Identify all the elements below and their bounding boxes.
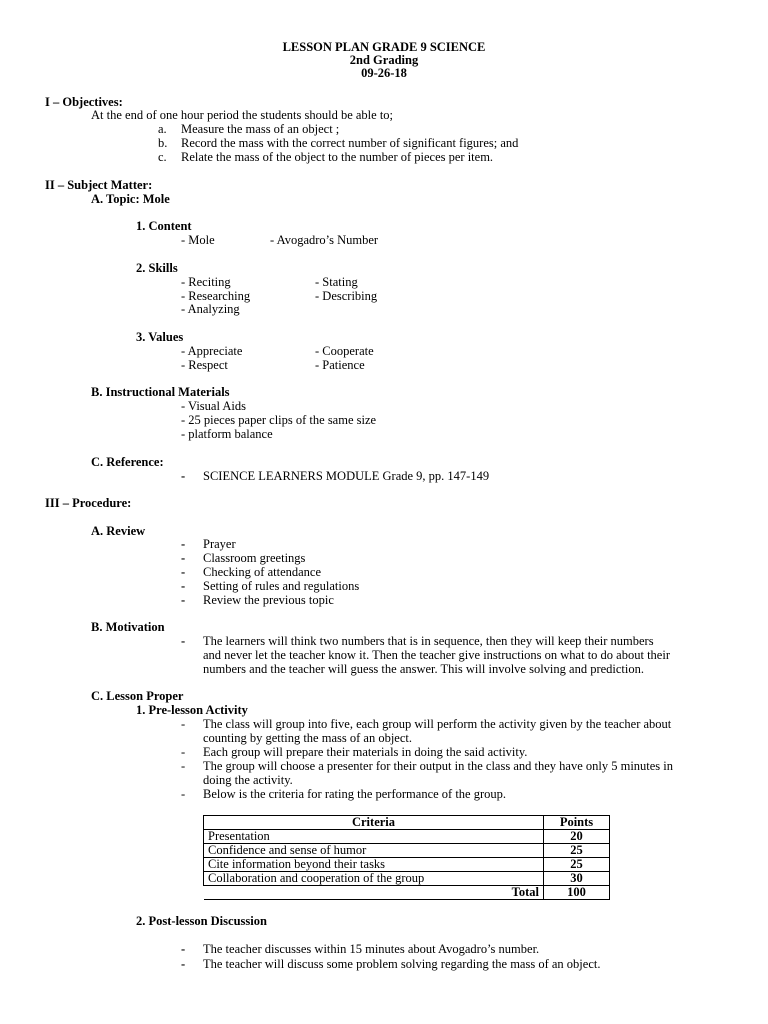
bullet-dash: -	[181, 787, 186, 801]
pre-lesson-item: counting by getting the mass of an object.	[203, 731, 412, 745]
content-item: - Mole	[181, 233, 215, 247]
review-item: Prayer	[203, 537, 236, 551]
objective-marker: c.	[158, 150, 167, 164]
table-row	[204, 844, 610, 858]
objective-marker: b.	[158, 136, 168, 150]
criteria-cell: Cite information beyond their tasks	[204, 858, 544, 872]
bullet-dash: -	[181, 745, 186, 759]
skill-item: - Describing	[315, 289, 378, 303]
date-label: 09-26-18	[361, 66, 407, 80]
review-item: Setting of rules and regulations	[203, 579, 360, 593]
values-heading: 3. Values	[136, 330, 184, 344]
material-item: - Visual Aids	[181, 399, 246, 413]
post-lesson-heading: 2. Post-lesson Discussion	[136, 914, 267, 928]
total-value: 100	[544, 886, 610, 900]
objective-item: Record the mass with the correct number of significant figures; and	[181, 136, 519, 150]
objective-item: Relate the mass of the object to the number of pieces per item.	[181, 150, 494, 164]
points-cell: 25	[544, 844, 610, 858]
skill-item: - Analyzing	[181, 302, 240, 316]
table-row	[204, 872, 610, 886]
table-total-row	[204, 886, 610, 900]
content-heading: 1. Content	[136, 219, 192, 233]
bullet-dash: -	[181, 579, 186, 593]
document-title: LESSON PLAN GRADE 9 SCIENCE	[282, 40, 486, 54]
bullet-dash: -	[181, 759, 186, 773]
criteria-cell: Collaboration and cooperation of the group	[204, 872, 544, 886]
total-label: Total	[204, 886, 544, 900]
points-cell: 30	[544, 872, 610, 886]
table-row	[204, 830, 610, 844]
value-item: - Respect	[181, 358, 228, 372]
bullet-dash: -	[181, 957, 186, 971]
bullet-dash: -	[181, 537, 186, 551]
review-item: Review the previous topic	[203, 593, 334, 607]
grading-label: 2nd Grading	[349, 53, 419, 67]
pre-lesson-heading: 1. Pre-lesson Activity	[136, 703, 248, 717]
review-item: Classroom greetings	[203, 551, 306, 565]
post-lesson-item: The teacher will discuss some problem solving regarding the mass of an object.	[203, 957, 601, 971]
objective-item: Measure the mass of an object ;	[181, 122, 340, 136]
content-item: - Avogadro’s Number	[270, 233, 379, 247]
material-item: - platform balance	[181, 427, 273, 441]
pre-lesson-item: The group will choose a presenter for their output in the class and they have only 5 minutes in	[203, 759, 674, 773]
value-item: - Patience	[315, 358, 365, 372]
points-column-header: Points	[544, 816, 610, 830]
points-cell: 25	[544, 858, 610, 872]
criteria-table	[203, 815, 610, 900]
objectives-heading: I – Objectives:	[45, 95, 123, 109]
skills-heading: 2. Skills	[136, 261, 178, 275]
post-lesson-item: The teacher discusses within 15 minutes about Avogadro’s number.	[203, 942, 540, 956]
bullet-dash: -	[181, 593, 186, 607]
criteria-cell: Presentation	[204, 830, 544, 844]
bullet-dash: -	[181, 551, 186, 565]
lesson-proper-heading: C. Lesson Proper	[91, 689, 184, 703]
bullet-dash: -	[181, 942, 186, 956]
points-cell: 20	[544, 830, 610, 844]
reference-text: SCIENCE LEARNERS MODULE Grade 9, pp. 147-149	[203, 469, 490, 483]
bullet-dash: -	[181, 565, 186, 579]
motivation-line: and never let the teacher know it. Then the teacher give instructions on what to do about their	[203, 648, 670, 662]
subject-matter-heading: II – Subject Matter:	[45, 178, 153, 192]
objectives-intro: At the end of one hour period the students should be able to;	[91, 108, 394, 122]
value-item: - Appreciate	[181, 344, 243, 358]
bullet-dash: -	[181, 634, 186, 648]
value-item: - Cooperate	[315, 344, 374, 358]
motivation-heading: B. Motivation	[91, 620, 165, 634]
bullet-dash: -	[181, 469, 186, 483]
motivation-line: The learners will think two numbers that is in sequence, then they will keep their numbers	[203, 634, 654, 648]
pre-lesson-item: doing the activity.	[203, 773, 293, 787]
bullet-dash: -	[181, 717, 186, 731]
procedure-heading: III – Procedure:	[45, 496, 132, 510]
objective-marker: a.	[158, 122, 167, 136]
skill-item: - Reciting	[181, 275, 231, 289]
reference-heading: C. Reference:	[91, 455, 164, 469]
pre-lesson-item: Below is the criteria for rating the performance of the group.	[203, 787, 507, 801]
material-item: - 25 pieces paper clips of the same size	[181, 413, 377, 427]
table-header-row	[204, 816, 610, 830]
review-heading: A. Review	[91, 524, 146, 538]
skill-item: - Researching	[181, 289, 251, 303]
motivation-line: numbers and the teacher will guess the answer. This will involve solving and prediction.	[203, 662, 644, 676]
review-item: Checking of attendance	[203, 565, 322, 579]
table-row	[204, 858, 610, 872]
materials-heading: B. Instructional Materials	[91, 385, 230, 399]
pre-lesson-item: Each group will prepare their materials in doing the said activity.	[203, 745, 528, 759]
pre-lesson-item: The class will group into five, each group will perform the activity given by the teacher about	[203, 717, 672, 731]
criteria-column-header: Criteria	[204, 816, 544, 830]
criteria-cell: Confidence and sense of humor	[204, 844, 544, 858]
skill-item: - Stating	[315, 275, 358, 289]
topic-heading: A. Topic: Mole	[91, 192, 170, 206]
